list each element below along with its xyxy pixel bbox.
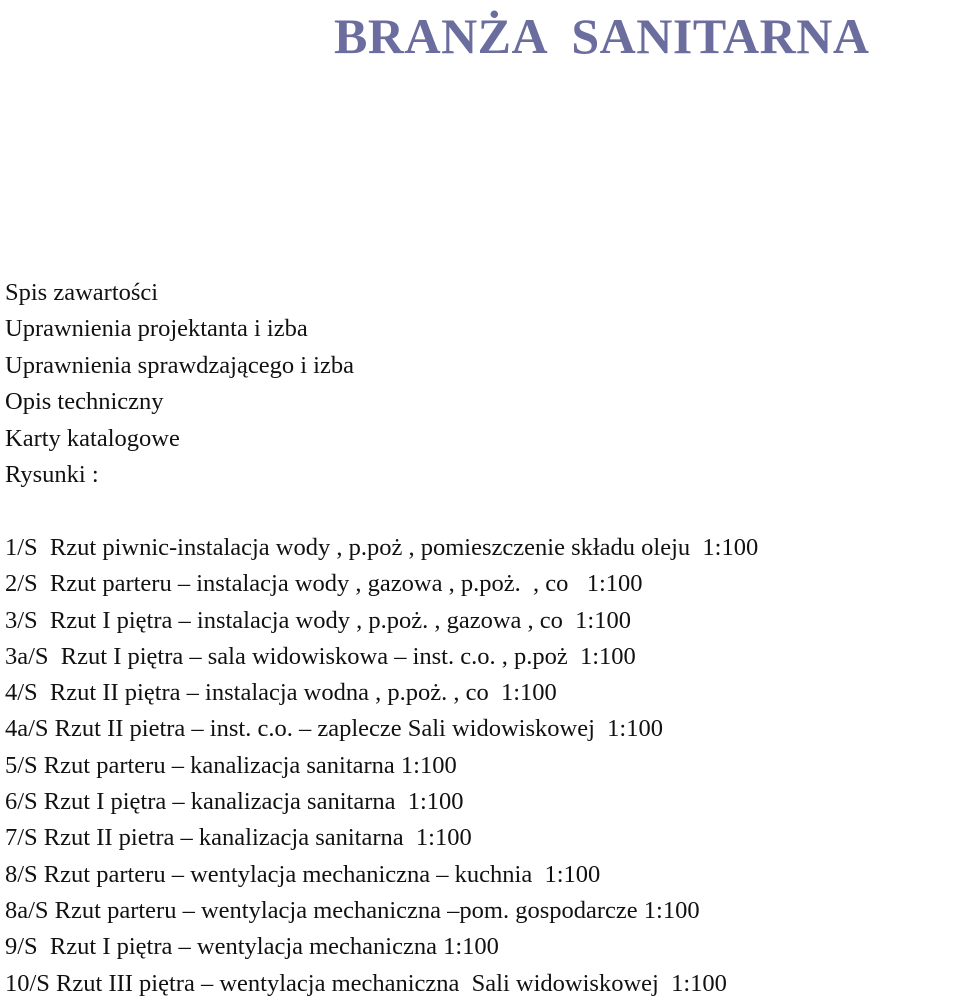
drawings-list xyxy=(5,530,758,1002)
contents-item-opis-techniczny: Opis techniczny xyxy=(5,388,164,416)
drawing-item: 10/S Rzut III piętra – wentylacja mechaniczna Sali widowiskowej 1:100 xyxy=(5,969,727,997)
drawing-item: 5/S Rzut parteru – kanalizacja sanitarna 1:100 xyxy=(5,751,457,779)
drawing-item: 4/S Rzut II piętra – instalacja wodna , p.poż. , co 1:100 xyxy=(5,679,557,707)
contents-item-uprawnienia-sprawdzajacego: Uprawnienia sprawdzającego i izba xyxy=(5,351,354,379)
drawing-item: 8a/S Rzut parteru – wentylacja mechaniczna –pom. gospodarcze 1:100 xyxy=(5,896,700,924)
drawing-item: 3a/S Rzut I piętra – sala widowiskowa – inst. c.o. , p.poż 1:100 xyxy=(5,642,636,670)
drawing-item: 3/S Rzut I piętra – instalacja wody , p.poż. , gazowa , co 1:100 xyxy=(5,606,631,634)
drawing-item: 4a/S Rzut II pietra – inst. c.o. – zaplecze Sali widowiskowej 1:100 xyxy=(5,715,663,743)
drawing-item: 7/S Rzut II pietra – kanalizacja sanitarna 1:100 xyxy=(5,824,472,852)
contents-item-uprawnienia-projektanta: Uprawnienia projektanta i izba xyxy=(5,315,308,343)
drawing-item: 1/S Rzut piwnic-instalacja wody , p.poż , pomieszczenie składu oleju 1:100 xyxy=(5,534,759,561)
drawing-item: 2/S Rzut parteru – instalacja wody , gazowa , p.poż. , co 1:100 xyxy=(5,570,643,598)
drawing-item: 8/S Rzut parteru – wentylacja mechaniczna – kuchnia 1:100 xyxy=(5,860,601,888)
drawing-item: 9/S Rzut I piętra – wentylacja mechaniczna 1:100 xyxy=(5,933,499,961)
drawing-item: 6/S Rzut I piętra – kanalizacja sanitarna 1:100 xyxy=(5,788,464,816)
contents-item-rysunki: Rysunki : xyxy=(5,461,99,489)
page-title: BRANŻA SANITARNA xyxy=(334,8,870,64)
table-of-contents xyxy=(5,275,354,493)
contents-item-karty-katalogowe: Karty katalogowe xyxy=(5,424,180,452)
contents-item-spis: Spis zawartości xyxy=(5,279,159,306)
